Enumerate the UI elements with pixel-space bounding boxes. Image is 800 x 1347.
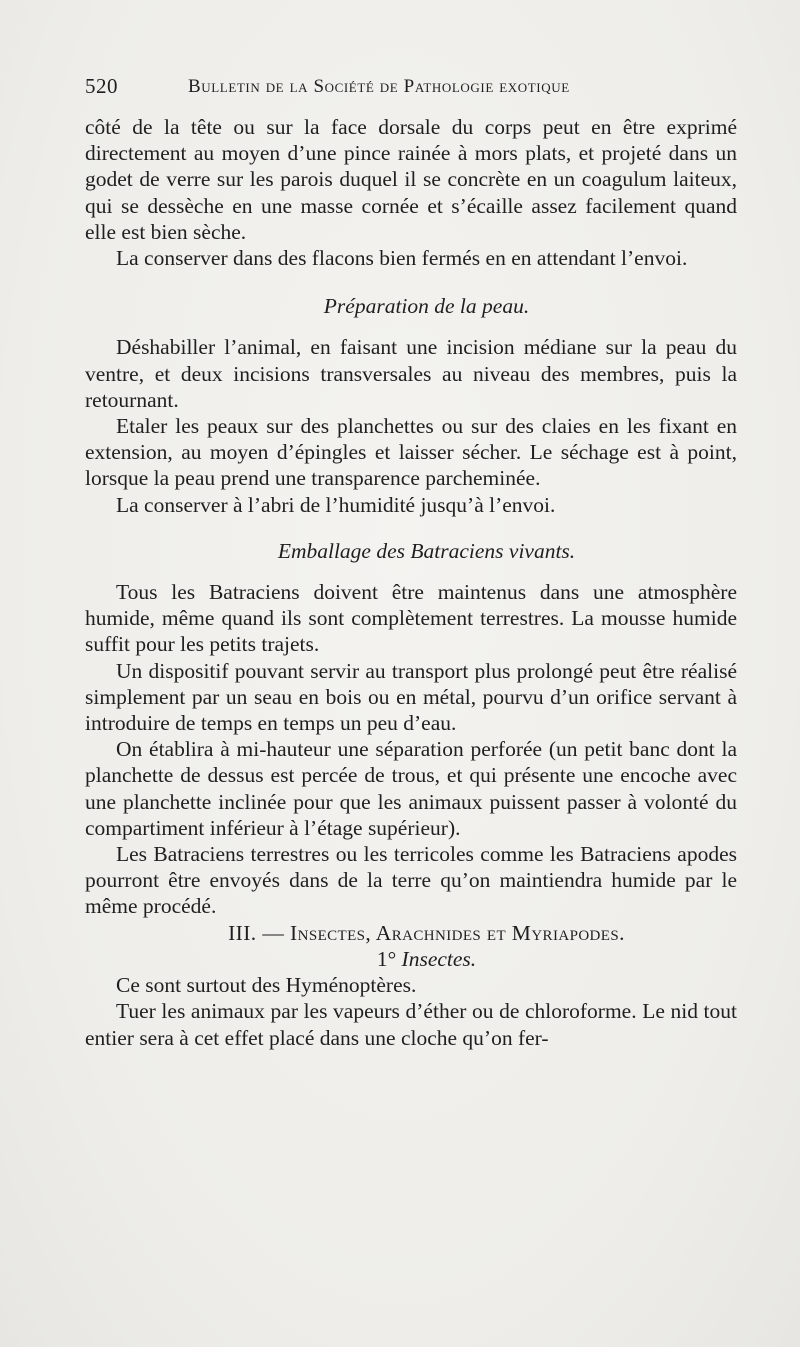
paragraph: Etaler les peaux sur des planchettes ou sur des claies en les fixant en extension, au moyen d’épingles et laisser sécher. Le séchage est à point, lorsque la peau prend une transparence parcheminée. <box>85 414 737 491</box>
paragraph: Tuer les animaux par les vapeurs d’éther ou de chloroforme. Le nid tout entier sera à cet effet placé dans une cloche qu’on fer- <box>85 999 737 1050</box>
section-heading-skin-preparation: Préparation de la peau. <box>323 294 530 319</box>
paragraph: La conserver à l’abri de l’humidité jusqu’à l’envoi. <box>116 492 556 517</box>
paragraph: Ce sont surtout des Hyménoptères. <box>116 973 417 998</box>
section-heading-packaging: Emballage des Batraciens vivants. <box>277 538 576 563</box>
paragraph-continuation: côté de la tête ou sur la face dorsale du corps peut en être exprimé directement au moyen d’une pince rainée à mors plats, et projeté dans un godet de verre sur les parois duquel il se concrète en un coagulum laiteux, qui se dessèche en une masse cornée et s’écaille assez facilement quand elle est bien sèche. <box>85 115 737 244</box>
paragraph: La conserver dans des flacons bien fermés en en attendant l’envoi. <box>116 246 688 271</box>
paragraph: Les Batraciens terrestres ou les terricoles comme les Batraciens apodes pourront être envoyés dans de la terre qu’on maintiendra humide par le même procédé. <box>85 842 737 919</box>
paragraph: Déshabiller l’animal, en faisant une incision médiane sur la peau du ventre, et deux incisions transversales au niveau des membres, puis la retournant. <box>85 335 737 412</box>
sub-heading-insects <box>85 946 737 972</box>
paragraph: On établira à mi-hauteur une séparation perforée (un petit banc dont la planchette de dessus est percée de trous, et qui présente une encoche avec une planchette inclinée pour que les animaux puissent passer à volonté du compartiment inférieur à l’étage supérieur). <box>85 737 737 840</box>
running-title: Bulletin de la Société de Pathologie exotique <box>188 76 570 97</box>
running-header <box>85 74 705 100</box>
paragraph: Tous les Batraciens doivent être maintenus dans une atmosphère humide, même quand ils sont complètement terrestres. La mousse humide suffit pour les petits trajets. <box>85 580 737 657</box>
paragraph: Un dispositif pouvant servir au transport plus prolongé peut être réalisé simplement par un seau en bois ou en métal, pourvu d’un orifice servant à introduire de temps en temps un peu d’eau. <box>85 658 737 736</box>
chapter-title: III. — Insectes, Arachnides et Myriapodes. <box>228 920 625 945</box>
sub-heading-label: Insectes. <box>401 946 477 971</box>
page-number: 520 <box>85 74 118 98</box>
sub-heading-number: 1° <box>376 946 397 971</box>
body-text <box>85 114 737 1051</box>
